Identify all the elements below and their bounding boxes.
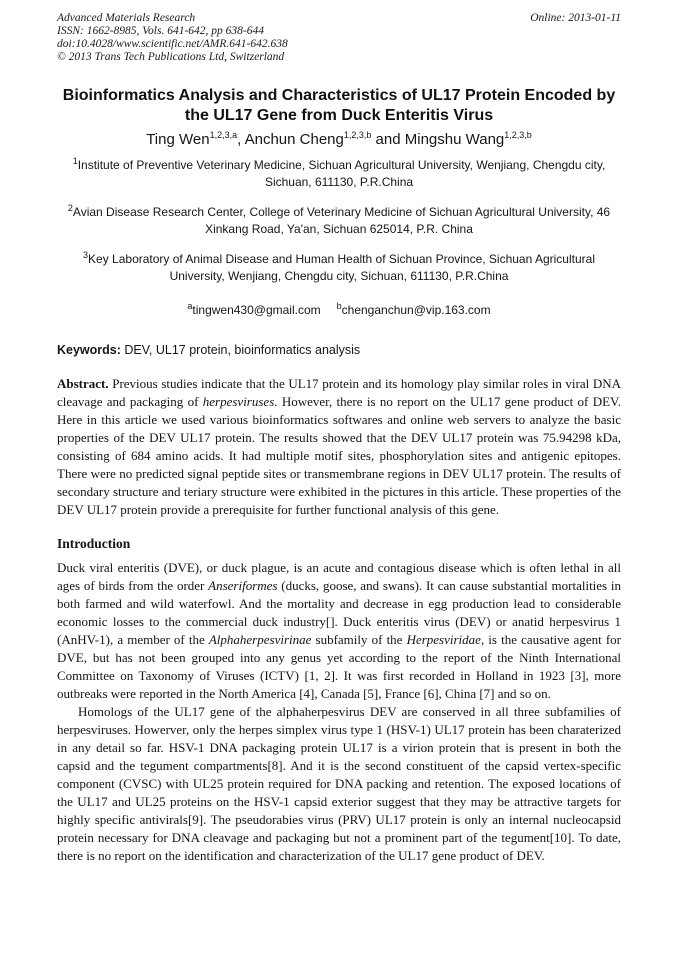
introduction-paragraph-2: Homologs of the UL17 gene of the alphaherpesvirus DEV are conserved in all three subfamilies of herpesviruses. Howerver, only the herpes simplex virus type 1 (HSV-1) UL17 protein has been charaterized in any detail so far. HSV-1 DNA packaging protein UL17 is a virion protein that is present in both the capsid and the tegument compartments[8]. And it is the second constituent of the capsid vertex-specific component (CVSC) with UL25 protein required for DNA packing and retention. The exposed locations of the UL17 and UL25 proteins on the HSV-1 capsid exterior suggest that they may be attractive targets for highly specific antivirals[9]. The pseudorabies virus (PRV) UL17 protein is only an internal nucleocapsid protein necessary for DNA cleavage and packaging but not a prominent part of the tegument[10]. To date, there is no report on the identification and characterization of the UL17 gene product of DEV. (57, 704, 621, 863)
email-a (187, 303, 320, 317)
author-separator-1: , (237, 131, 245, 148)
email-b-sup: b (336, 301, 342, 311)
author-3-affil-sup: 1,2,3,b (504, 130, 532, 140)
author-2: Anchun Cheng$^{1,2,3,b}$ (244, 130, 372, 148)
email-a-sup: a (187, 301, 193, 311)
keywords-line (57, 342, 621, 358)
introduction-paragraph-1: Duck viral enteritis (DVE), or duck plague, is an acute and contagious disease which is often lethal in all ages of birds from the order Anseriformes (ducks, goose, and swans). It can cause substantial mortalities in both farmed and wild waterfowl. And the mortality and decrease in egg production lead to considerable economic losses to the commercial duck industry[]. Duck enteritis virus (DEV) or anatid herpesvirus 1 (AnHV-1), a member of the Alphaherpesvirinae subfamily of the Herpesviridae, is the causative agent for DVE, but has not been grouped into any genus yet according to the report of the Ninth International Committee on Taxonomy of Viruses (ICTV) [1, 2]. It was first recorded in Holland in 1923 [3], more outbreaks were reported in the North America [4], Canada [5], France [6], China [7] and so on. (57, 560, 622, 701)
affiliation-1-text: Institute of Preventive Veterinary Medicine, Sichuan Agricultural University, Wenjiang, Chengdu city, Sichuan, 611130, P.R.China (77, 158, 606, 189)
paper-title (57, 86, 621, 126)
online-date: Online: 2013-01-11 (530, 12, 621, 24)
journal-header (57, 12, 621, 64)
affiliation-2-text: Avian Disease Research Center, College of Veterinary Medicine of Sichuan Agricultural University, 46 Xinkang Road, Ya'an, Sichuan 625014, P.R. China (72, 205, 611, 236)
author-3: Mingshu Wang$^{1,2,3,b}$ (404, 130, 532, 148)
affiliation-2-sup: 2 (67, 203, 73, 213)
keywords-label: Keywords: (57, 343, 121, 357)
affiliation-3-sup: 3 (83, 250, 89, 260)
author-2-affil-sup: 1,2,3,b (343, 130, 372, 140)
email-a-address: tingwen430@gmail.com (192, 303, 321, 317)
issn-line: ISSN: 1662-8985, Vols. 641-642, pp 638-644 (57, 25, 264, 37)
copyright-line: © 2013 Trans Tech Publications Ltd, Switzerland (57, 51, 285, 63)
doi-line: doi:10.4028/www.scientific.net/AMR.641-642.638 (57, 38, 288, 50)
abstract-label: Abstract. (57, 376, 109, 391)
abstract-paragraph (57, 375, 621, 519)
keywords-text: DEV, UL17 protein, bioinformatics analysis (120, 343, 361, 357)
email-b (337, 303, 491, 317)
affiliation-1-sup: 1 (72, 156, 78, 166)
email-b-address: chenganchun@vip.163.com (341, 303, 491, 317)
author-1-affil-sup: 1,2,3,a (209, 130, 238, 140)
affiliation-2 (57, 204, 621, 238)
introduction-heading: Introduction (57, 536, 131, 551)
authors-line (57, 130, 621, 150)
author-1: Ting Wen$^{1,2,3,a}$ (146, 130, 238, 148)
journal-name: Advanced Materials Research (57, 12, 196, 24)
author-separator-2: and (371, 131, 405, 148)
paper-title-line-2: the UL17 Gene from Duck Enteritis Virus (184, 107, 494, 124)
affiliation-3-text: Key Laboratory of Animal Disease and Human Health of Sichuan Province, Sichuan Agricultural University, Wenjiang, Chengdu city, Sichuan, 611130, P.R.China (88, 252, 595, 283)
affiliation-1 (57, 157, 621, 191)
author-emails (57, 302, 621, 319)
abstract-text: Previous studies indicate that the UL17 protein and its homology play similar roles in viral DNA cleavage and packaging of herpesviruses. However, there is no report on the UL17 gene product of DEV. Here in this article we used various bioinformatics softwares and online web servers to analyze the basic properties of the DEV UL17 protein. The results showed that the DEV UL17 protein was 75.94298 kDa, consisting of 684 amino acids. It had multiple motif sites, phosphorylation sites and antigenic epitopes. There were no predicted signal peptide sites or transmembrane regions in DEV UL17 protein. The results of secondary structure and teriary structure were exhibited in the pictures in this article. These properties of the DEV UL17 protein provide a prerequisite for further functional analysis of this gene. (57, 376, 621, 517)
affiliation-3 (57, 251, 621, 285)
paper-title-line-1: Bioinformatics Analysis and Characteristics of UL17 Protein Encoded by (62, 87, 616, 104)
